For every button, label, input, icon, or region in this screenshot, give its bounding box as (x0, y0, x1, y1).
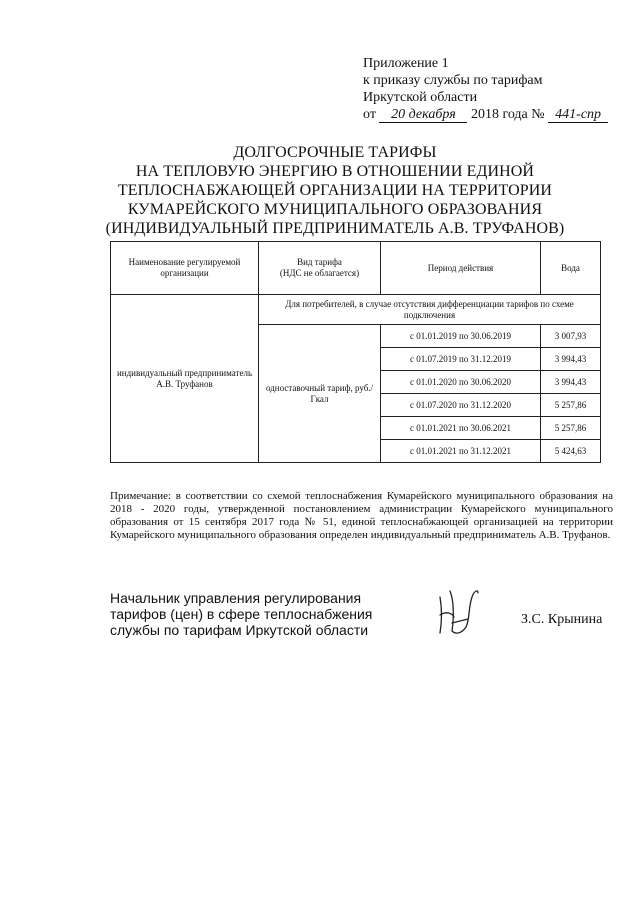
signatory-name: З.С. Крынина (521, 612, 603, 627)
value-cell: 3 007,93 (541, 325, 601, 348)
period-cell: с 01.01.2019 по 30.06.2019 (381, 325, 541, 348)
period-cell: с 01.07.2020 по 31.12.2020 (381, 394, 541, 417)
header-tariff (259, 242, 381, 295)
date-prefix: от (363, 107, 376, 122)
period-cell: с 01.07.2019 по 31.12.2019 (381, 348, 541, 371)
header-org: Наименование регулируемой организации (111, 242, 259, 295)
signatory-position (110, 590, 372, 638)
header-tariff-line-1: Вид тарифа (297, 257, 342, 267)
annex-line-3: Иркутской области (363, 90, 478, 105)
table-subheader-row (111, 295, 601, 325)
annex-block (363, 55, 608, 123)
handwritten-signature-icon (432, 583, 482, 639)
tariff-type-cell: одноставочный тариф, руб./Гкал (259, 325, 381, 463)
title-line-3: ТЕПЛОСНАБЖАЮЩЕЙ ОРГАНИЗАЦИИ НА ТЕРРИТОРИИ (117, 182, 553, 199)
title-line-5: (ИНДИВИДУАЛЬНЫЙ ПРЕДПРИНИМАТЕЛЬ А.В. ТРУФАНОВ) (105, 220, 565, 237)
signatory-line-2: тарифов (цен) в сфере теплоснабжения (110, 606, 373, 622)
title-line-4: КУМАРЕЙСКОГО МУНИЦИПАЛЬНОГО ОБРАЗОВАНИЯ (127, 201, 543, 218)
tariff-table (110, 241, 601, 463)
value-cell: 5 257,86 (541, 394, 601, 417)
period-cell: с 01.01.2021 по 31.12.2021 (381, 440, 541, 463)
value-cell: 5 424,63 (541, 440, 601, 463)
title-line-2: НА ТЕПЛОВУЮ ЭНЕРГИЮ В ОТНОШЕНИИ ЕДИНОЙ (135, 163, 535, 180)
header-tariff-line-2: (НДС не облагается) (279, 268, 360, 278)
org-name-cell: индивидуальный предприниматель А.В. Труфанов (111, 295, 259, 463)
annex-line-1: Приложение 1 (363, 56, 449, 71)
subheader-cell: Для потребителей, в случае отсутствия дифференциации тарифов по схеме подключения (259, 295, 601, 325)
year-text: 2018 года № (470, 107, 545, 122)
value-cell: 3 994,43 (541, 371, 601, 394)
annex-date-line (363, 106, 608, 123)
title-line-1: ДОЛГОСРОЧНЫЕ ТАРИФЫ (233, 144, 437, 161)
signatory-line-1: Начальник управления регулирования (110, 590, 362, 606)
handwritten-date: 20 декабря (379, 108, 467, 123)
signatory-line-3: службы по тарифам Иркутской области (110, 622, 369, 638)
period-cell: с 01.01.2020 по 30.06.2020 (381, 371, 541, 394)
header-period: Период действия (381, 242, 541, 295)
annex-line-2: к приказу службы по тарифам (363, 73, 543, 88)
period-cell: с 01.01.2021 по 30.06.2021 (381, 417, 541, 440)
document-title (60, 143, 610, 238)
table-header-row (111, 242, 601, 295)
value-cell: 3 994,43 (541, 348, 601, 371)
header-water: Вода (541, 242, 601, 295)
value-cell: 5 257,86 (541, 417, 601, 440)
note-paragraph: Примечание: в соответствии со схемой теплоснабжения Кумарейского муниципального образования на 2018 - 2020 годы, утвержденной постановлением администрации Кумарейского муниципального образования от 15 сентября 2017 года № 51, единой теплоснабжающей организацией на территории Кумарейского муниципального образования определен индивидуальный предприниматель А.В. Труфанов. (110, 490, 613, 541)
handwritten-number: 441-спр (548, 108, 608, 123)
